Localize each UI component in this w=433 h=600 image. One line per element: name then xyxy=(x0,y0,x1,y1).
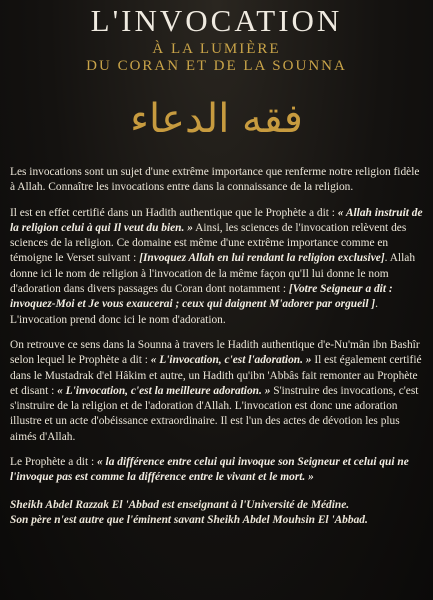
verse-quote-1: [Invoquez Allah en lui rendant la religion exclusive] xyxy=(139,252,385,265)
paragraph-3-text-a: On retrouve ce sens dans la Sounna à travers le Hadith authentique d'e-Nu'mân ibn Bashîr selon lequel le Prophète a dit : xyxy=(10,338,420,367)
book-subtitle-line1: À LA LUMIÈRE xyxy=(152,41,281,57)
paragraph-3-text-b: Il est également certifié dans le Mustadrak d'el Hâkim et autre, un Hadith qu'ibn 'Abbâs fait remonter au Prophète et disant : xyxy=(10,354,422,397)
paragraph-3 xyxy=(10,338,423,445)
author-note xyxy=(10,498,423,529)
hadith-quote-4: « la différence entre celui qui invoque son Seigneur et celui qui ne l'invoque pas est comme la différence entre le vivant et le mort. » xyxy=(10,456,409,484)
paragraph-2-text-b: Ainsi, les sciences de l'invocation relèvent des sciences de la religion. Ce domaine est même d'une extrême importance comme en témoigne le Verset suivant : xyxy=(10,221,407,265)
author-note-line1: Sheikh Abdel Razzak El 'Abbad est enseignant à l'Université de Médine. xyxy=(10,498,350,511)
paragraph-4 xyxy=(10,455,423,486)
paragraph-2-text-d: . L'invocation prend donc ici le nom d'adoration. xyxy=(10,298,378,326)
hadith-quote-1: « Allah instruit de la religion celui à qui Il veut du bien. » xyxy=(10,206,423,234)
paragraph-4-text-a: Le Prophète a dit : xyxy=(10,456,97,469)
paragraph-2-text-c: . Allah donne ici le nom de religion à l'invocation de la même façon qu'Il lui donne le nom d'adoration dans divers passages du Coran dont notamment : xyxy=(10,252,416,296)
verse-quote-2: [Votre Seigneur a dit : invoquez-Moi et Je vous exaucerai ; ceux qui daignent M'adorer par orgueil ] xyxy=(10,283,393,311)
arabic-calligraphy-title: فقه الدعاء xyxy=(130,96,303,142)
book-subtitle-line2: DU CORAN ET DE LA SOUNNA xyxy=(86,58,347,74)
paragraph-3-text-c: S'instruire des invocations, c'est s'instruire de la religion et de l'adoration d'Allah. L'invocation est donc une adoration illustre et un acte d'obéissance extraordinaire. Il est l'un des actes de dévotion les plus aimés d'Allah. xyxy=(10,384,419,443)
book-title: L'INVOCATION xyxy=(90,3,343,38)
paragraph-2-text-a: Il est en effet certifié dans un Hadith authentique que le Prophète a dit : xyxy=(10,206,338,219)
paragraph-1 xyxy=(10,165,423,196)
hadith-quote-3: « L'invocation, c'est la meilleure adoration. » xyxy=(57,384,271,397)
author-note-line2: Son père n'est autre que l'éminent savant Sheikh Abdel Mouhsin El 'Abbad. xyxy=(10,513,368,526)
description-text xyxy=(10,165,423,486)
paragraph-2 xyxy=(10,206,423,328)
hadith-quote-2: « L'invocation, c'est l'adoration. » xyxy=(150,354,312,367)
paragraph-1-text: Les invocations sont un sujet d'une extrême importance que renferme notre religion fidèle à Allah. Connaître les invocations entre dans la connaissance de la religion. xyxy=(10,166,420,194)
